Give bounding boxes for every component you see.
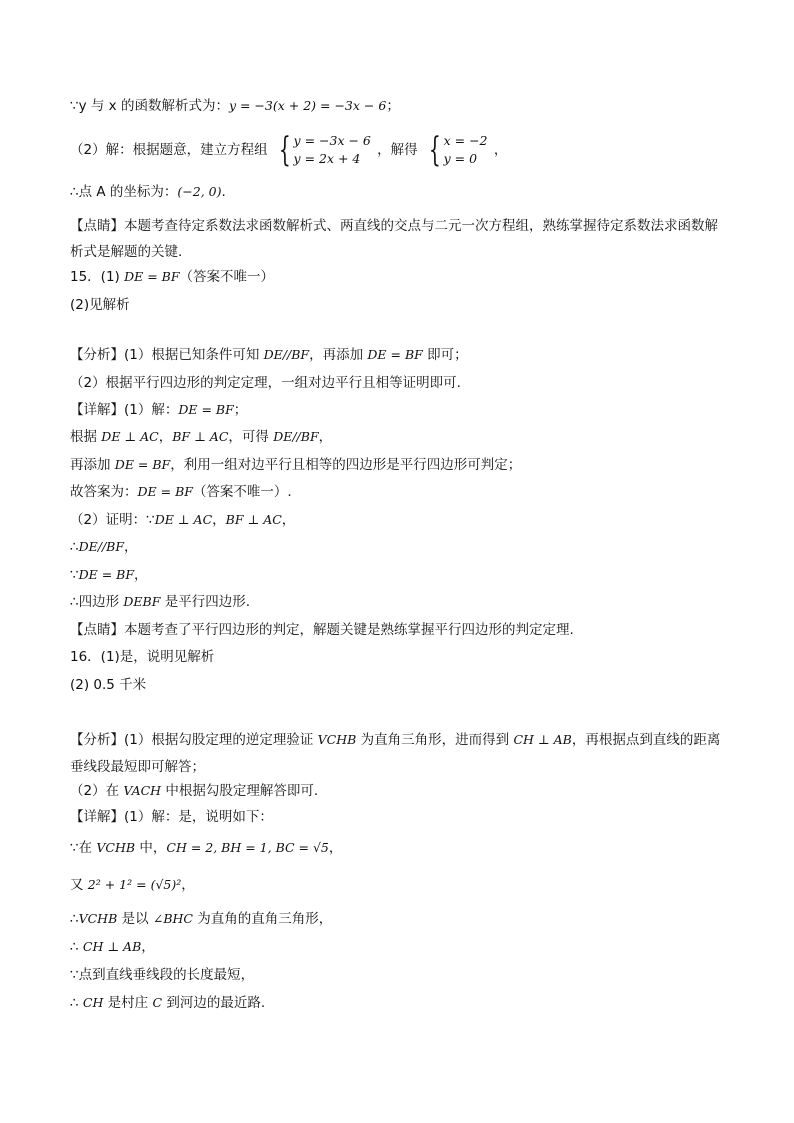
equation: y = 0 xyxy=(443,151,478,166)
tip-paragraph xyxy=(70,213,730,265)
line-text: ，利用一组对边平行且相等的四边形是平行四边形可判定； xyxy=(170,457,522,473)
math-expr: 2² + 1² = (√5)² xyxy=(87,877,182,892)
text-line xyxy=(70,511,295,529)
line-text: ∴ xyxy=(70,995,83,1011)
line-text: 是以 xyxy=(117,911,153,927)
text-line xyxy=(70,782,318,800)
text-line xyxy=(70,374,461,392)
line-text: 为直角三角形，进而得到 xyxy=(356,732,514,748)
math-expr: DE = BF xyxy=(137,484,193,499)
line-text: ， xyxy=(318,429,333,445)
equation: y = −3x − 6 xyxy=(293,133,371,148)
math-expr: DE = BF xyxy=(114,457,171,472)
text-line xyxy=(70,97,400,115)
math-expr: DE//BF xyxy=(78,539,125,554)
text-line xyxy=(70,566,148,584)
line-text: 【分析】(1）根据勾股定理的逆定理验证 xyxy=(70,732,318,748)
line-text: ， xyxy=(141,939,155,955)
equation: x = −2 xyxy=(443,133,488,148)
line-text: ∵y 与 x 的函数解析式为： xyxy=(70,98,229,114)
text-line xyxy=(70,132,507,168)
text-line xyxy=(70,839,342,857)
line-text: ，可得 xyxy=(228,429,274,445)
math-expr: DE = BF xyxy=(178,402,234,417)
line-text: ， xyxy=(181,877,195,893)
line-text: ，再添加 xyxy=(309,347,368,363)
line-text: ∵ xyxy=(70,567,79,583)
line-text: ∴ xyxy=(70,911,79,927)
text-line xyxy=(70,296,130,314)
line-text: 【分析】(1）根据已知条件可知 xyxy=(70,347,264,363)
line-text: ； xyxy=(233,402,248,418)
math-expr: DE ⊥ AC xyxy=(101,429,159,444)
math-expr: VCHB xyxy=(78,911,118,926)
line-text: 16．(1)是，说明见解析 xyxy=(70,649,215,665)
text-line xyxy=(70,183,226,201)
math-expr: DE ⊥ AC xyxy=(154,512,213,527)
math-expr: y = −3(x + 2) = −3x − 6 xyxy=(228,98,387,113)
line-text: 【点睛】本题考查了平行四边形的判定，解题关键是熟练掌握平行四边形的判定定理. xyxy=(70,622,574,638)
math-expr: DE = BF xyxy=(124,269,180,284)
line-text: (2)见解析 xyxy=(70,297,130,313)
math-expr: VCHB xyxy=(317,732,357,747)
line-text: ，解得 xyxy=(377,142,418,158)
line-text: 15．(1) xyxy=(70,269,125,285)
line-text: ，再根据点到直线的距离垂线段最短即可解答； xyxy=(70,732,721,775)
math-expr: (−2, 0) xyxy=(177,184,222,199)
line-text: ∵点到直线垂线段的长度最短， xyxy=(70,967,255,983)
text-line xyxy=(70,621,574,639)
math-expr: C xyxy=(152,995,163,1010)
line-text: （2）根据平行四边形的判定定理，一组对边平行且相等证明即可. xyxy=(70,375,461,391)
math-expr: VACH xyxy=(123,783,162,798)
line-text: （答案不唯一） xyxy=(179,269,275,285)
text-line xyxy=(70,876,195,894)
math-expr: DE//BF xyxy=(263,347,310,362)
line-text: ， xyxy=(328,840,343,856)
math-expr: BF ⊥ AC xyxy=(225,512,282,527)
line-text: ∴ xyxy=(70,539,79,555)
text-line xyxy=(70,808,273,826)
text-line xyxy=(70,593,250,611)
line-text: 再添加 xyxy=(70,457,115,473)
line-text: 到河边的最近路. xyxy=(162,995,266,1011)
math-expr: CH xyxy=(82,995,104,1010)
equation-system: { y = −3x − 6 y = 2x + 4 xyxy=(278,130,371,170)
line-text: 【详解】(1）解： xyxy=(70,402,179,418)
text-line xyxy=(70,346,468,364)
line-text: 是平行四边形. xyxy=(160,594,250,610)
line-text: 即可； xyxy=(422,347,468,363)
text-line xyxy=(70,428,332,446)
line-text: 故答案为： xyxy=(70,484,138,500)
line-text: ， xyxy=(212,512,226,528)
line-text: (2) 0.5 千米 xyxy=(70,677,147,693)
line-text: 又 xyxy=(70,877,88,893)
math-expr: VCHB xyxy=(96,840,136,855)
line-text: 【点睛】本题考查待定系数法求函数解析式、两直线的交点与二元一次方程组，熟练掌握待定系数法求函数解析式是解题的关键. xyxy=(70,218,718,260)
math-expr: BF ⊥ AC xyxy=(172,429,229,444)
math-expr: DEBF xyxy=(123,594,161,609)
text-line xyxy=(70,538,138,556)
line-text: ； xyxy=(386,98,400,114)
line-text: （2）证明：∵ xyxy=(70,512,155,528)
line-text: （答案不唯一）. xyxy=(192,484,292,500)
line-text: 根据 xyxy=(70,429,102,445)
line-text: ， xyxy=(124,539,138,555)
line-text: ， xyxy=(134,567,148,583)
text-line xyxy=(70,676,146,694)
line-text: （2）在 xyxy=(70,783,124,799)
line-text: 为直角的直角三角形， xyxy=(193,911,333,927)
math-expr: DE = BF xyxy=(367,347,423,362)
answer-heading xyxy=(70,648,214,666)
line-text: . xyxy=(221,184,226,200)
math-expr: CH ⊥ AB xyxy=(513,732,572,747)
text-line xyxy=(70,938,155,956)
analysis-paragraph xyxy=(70,726,730,781)
line-text: 【详解】(1）解：是，说明如下： xyxy=(70,809,273,825)
text-line xyxy=(70,994,265,1012)
line-text: 是村庄 xyxy=(103,995,153,1011)
text-line xyxy=(70,456,521,474)
line-text: ∵在 xyxy=(70,840,97,856)
line-text: 中根据勾股定理解答即可. xyxy=(161,783,319,799)
line-text: ， xyxy=(281,512,296,528)
answer-heading xyxy=(70,268,274,286)
line-text: 中， xyxy=(135,840,167,856)
math-expr: DE//BF xyxy=(273,429,319,444)
math-expr: CH ⊥ AB xyxy=(82,939,142,954)
line-text: ∴四边形 xyxy=(70,594,124,610)
text-line xyxy=(70,910,332,928)
line-text: ， xyxy=(493,142,508,158)
text-line xyxy=(70,401,247,419)
text-line xyxy=(70,483,292,501)
math-expr: CH = 2, BH = 1, BC = √5 xyxy=(166,840,329,855)
math-expr: ∠BHC xyxy=(152,911,193,926)
line-text: ∴点 A 的坐标为： xyxy=(70,184,178,200)
equation-solution: { x = −2 y = 0 xyxy=(428,130,488,170)
line-text: （2）解：根据题意，建立方程组 xyxy=(70,142,268,158)
line-text: ∴ xyxy=(70,939,83,955)
line-text: ， xyxy=(158,429,173,445)
equation: y = 2x + 4 xyxy=(293,151,361,166)
math-expr: DE = BF xyxy=(78,567,135,582)
text-line xyxy=(70,966,254,984)
